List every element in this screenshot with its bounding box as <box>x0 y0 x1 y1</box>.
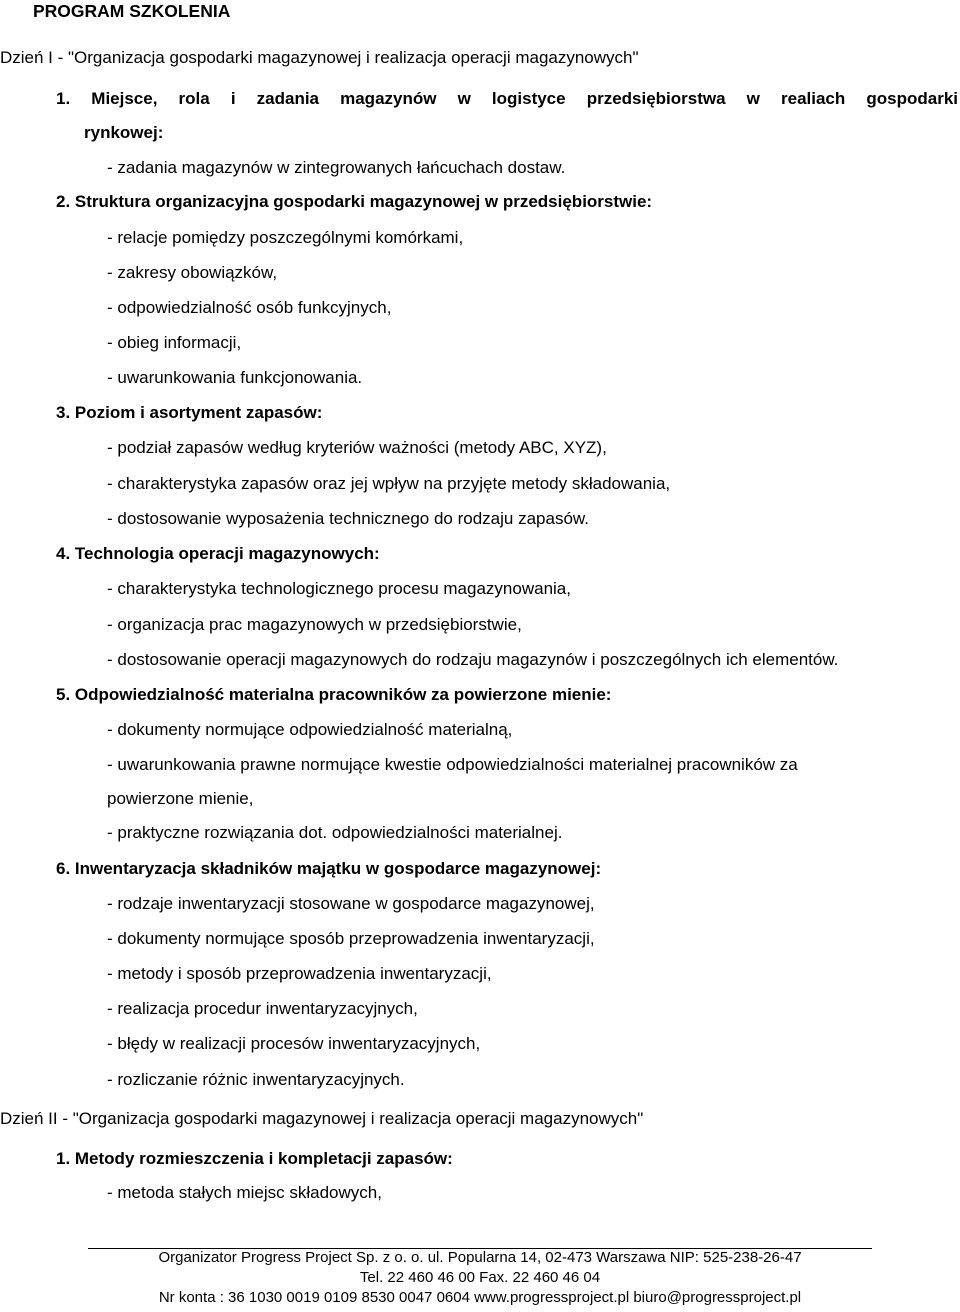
list-item: - odpowiedzialność osób funkcyjnych, <box>107 298 392 317</box>
section-4-heading: 4. Technologia operacji magazynowych: <box>56 544 380 563</box>
section-2-heading: 2. Struktura organizacyjna gospodarki magazynowej w przedsiębiorstwie: <box>56 192 653 211</box>
list-item: - zakresy obowiązków, <box>107 263 278 282</box>
footer-contact: Tel. 22 460 46 00 Fax. 22 460 46 04 <box>359 1269 601 1286</box>
list-item: - obieg informacji, <box>107 333 242 352</box>
list-item: - podział zapasów według kryteriów ważności (metody ABC, XYZ), <box>107 438 607 457</box>
list-item: - błędy w realizacji procesów inwentaryzacyjnych, <box>107 1034 481 1053</box>
list-item: - charakterystyka technologicznego procesu magazynowania, <box>107 579 571 598</box>
document-title: PROGRAM SZKOLENIA <box>33 1 231 21</box>
list-item: - metoda stałych miejsc składowych, <box>107 1183 382 1202</box>
list-item: - dokumenty normujące odpowiedzialność materialną, <box>107 720 513 739</box>
list-item: - rodzaje inwentaryzacji stosowane w gospodarce magazynowej, <box>107 894 595 913</box>
footer-account: Nr konta : 36 1030 0019 0109 8530 0047 0604 www.progressproject.pl biuro@progressproject.pl <box>158 1289 802 1306</box>
section-5-heading: 5. Odpowiedzialność materialna pracowników za powierzone mienie: <box>56 685 612 704</box>
list-item: - metody i sposób przeprowadzenia inwentaryzacji, <box>107 964 492 983</box>
list-item: - charakterystyka zapasów oraz jej wpływ na przyjęte metody składowania, <box>107 474 671 493</box>
section-1-heading-cont: rynkowej: <box>84 123 164 142</box>
list-item: - rozliczanie różnic inwentaryzacyjnych. <box>107 1070 405 1089</box>
list-item: - praktyczne rozwiązania dot. odpowiedzialności materialnej. <box>107 823 563 842</box>
list-item: - relacje pomiędzy poszczególnymi komórkami, <box>107 228 464 247</box>
section-3-heading: 3. Poziom i asortyment zapasów: <box>56 403 323 422</box>
list-item: - dostosowanie wyposażenia technicznego do rodzaju zapasów. <box>107 509 589 528</box>
section-1-heading: 1. Miejsce, rola i zadania magazynów w logistyce przedsiębiorstwa w realiach gospodarki <box>56 89 958 108</box>
list-item: powierzone mienie, <box>107 789 254 808</box>
list-item: - organizacja prac magazynowych w przedsiębiorstwie, <box>107 615 522 634</box>
list-item: - uwarunkowania prawne normujące kwestie odpowiedzialności materialnej pracowników za <box>107 755 798 774</box>
section-6-heading: 6. Inwentaryzacja składników majątku w gospodarce magazynowej: <box>56 859 602 878</box>
day2-section-1-heading: 1. Metody rozmieszczenia i kompletacji zapasów: <box>56 1149 453 1168</box>
day1-heading: Dzień I - "Organizacja gospodarki magazynowej i realizacja operacji magazynowych" <box>0 48 639 67</box>
day2-heading: Dzień II - "Organizacja gospodarki magazynowej i realizacja operacji magazynowych" <box>0 1109 644 1128</box>
list-item: - zadania magazynów w zintegrowanych łańcuchach dostaw. <box>107 158 566 177</box>
list-item: - dostosowanie operacji magazynowych do rodzaju magazynów i poszczególnych ich elementów. <box>107 650 839 669</box>
list-item: - dokumenty normujące sposób przeprowadzenia inwentaryzacji, <box>107 929 595 948</box>
list-item: - realizacja procedur inwentaryzacyjnych, <box>107 999 418 1018</box>
list-item: - uwarunkowania funkcjonowania. <box>107 368 363 387</box>
footer-organizer: Organizator Progress Project Sp. z o. o. ul. Popularna 14, 02-473 Warszawa NIP: 525-238-26-47 <box>158 1249 802 1266</box>
